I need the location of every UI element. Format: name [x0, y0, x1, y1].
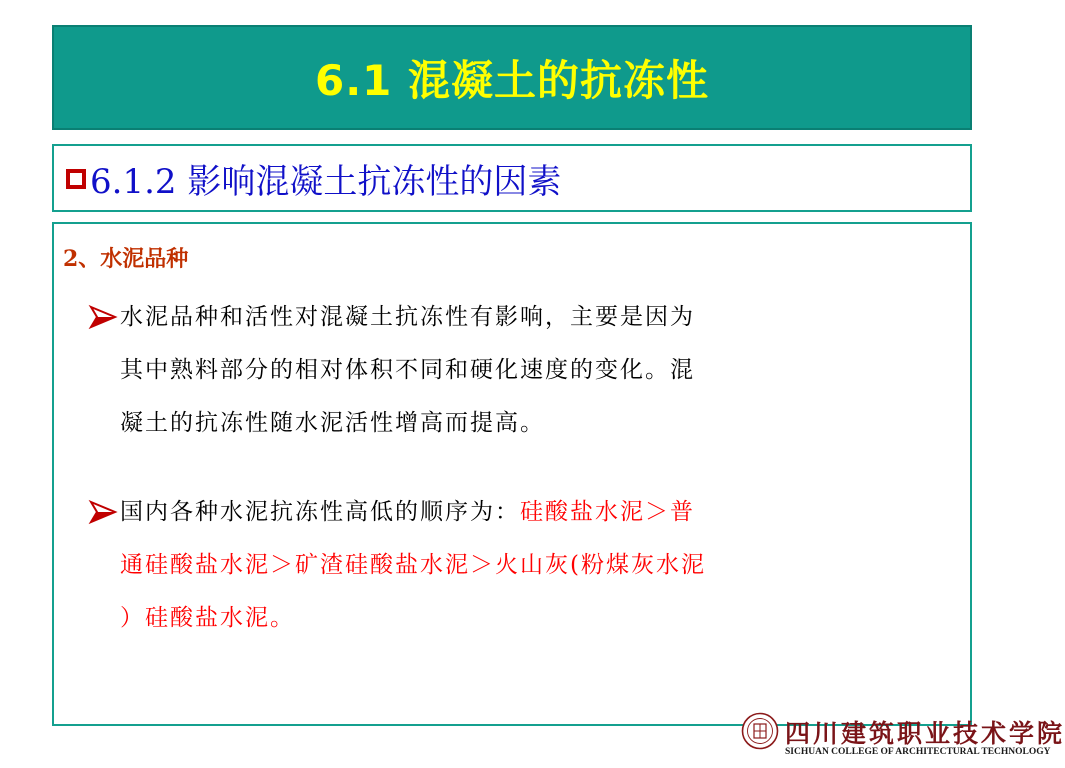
subtitle-box	[52, 144, 972, 212]
point-2-line-1	[120, 486, 950, 539]
point-1-line-1: 水泥品种和活性对混凝土抗冻性有影响，主要是因为	[120, 304, 695, 330]
subtitle: 6.1.2 影响混凝土抗冻性的因素	[90, 161, 562, 202]
arrow-bullet-icon	[90, 501, 116, 523]
point-1-line-3: 凝土的抗冻性随水泥活性增高而提高。	[120, 410, 545, 436]
section-heading: 2、水泥品种	[63, 246, 189, 272]
college-name-cn: 四川建筑职业技术学院	[785, 719, 1065, 748]
point-1-line-2: 其中熟料部分的相对体积不同和硬化速度的变化。混	[120, 357, 695, 383]
arrow-bullet-icon	[90, 306, 116, 328]
bullet-point-2	[120, 486, 950, 645]
point-2-line-2: 通硅酸盐水泥＞矿渣硅酸盐水泥＞火山灰(粉煤灰水泥	[120, 552, 706, 578]
bullet-point-1	[120, 291, 950, 450]
point-2-line-3: ）硅酸盐水泥。	[120, 605, 295, 631]
college-logo	[741, 712, 1065, 766]
slide-title: 6.1 混凝土的抗冻性	[314, 55, 710, 105]
hollow-square-bullet-icon	[66, 169, 86, 189]
content-box	[52, 222, 972, 726]
cement-order-start: 硅酸盐水泥＞普	[520, 499, 695, 525]
college-name-en: SICHUAN COLLEGE OF ARCHITECTURAL TECHNOLOGY	[785, 747, 1051, 757]
title-bar	[52, 25, 972, 130]
point-2-intro: 国内各种水泥抗冻性高低的顺序为：	[120, 499, 520, 525]
college-seal-icon	[741, 712, 779, 750]
